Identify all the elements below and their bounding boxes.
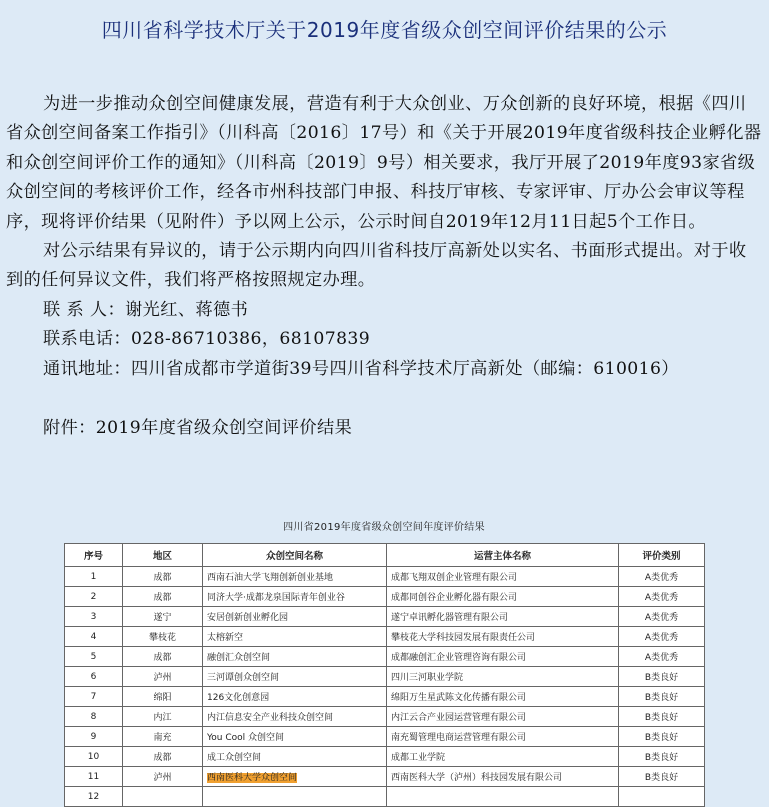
cell-operator: 攀枝花大学科技园发展有限责任公司 [387, 627, 619, 647]
table-row [65, 687, 705, 707]
header-region: 地区 [123, 544, 203, 567]
table-row [65, 607, 705, 627]
table-body [65, 567, 705, 807]
cell-grade: A类优秀 [619, 607, 705, 627]
cell-space [203, 767, 387, 787]
cell-grade: B类良好 [619, 707, 705, 727]
cell-space: You Cool 众创空间 [203, 727, 387, 747]
header-space: 众创空间名称 [203, 544, 387, 567]
results-table-section [64, 518, 704, 807]
cell-region: 成都 [123, 747, 203, 767]
cell-operator: 遂宁卓讯孵化器管理有限公司 [387, 607, 619, 627]
cell-region: 内江 [123, 707, 203, 727]
cell-operator: 内江云合产业园运营管理有限公司 [387, 707, 619, 727]
table-row [65, 587, 705, 607]
cell-no: 12 [65, 787, 123, 807]
table-row [65, 787, 705, 807]
cell-region: 成都 [123, 647, 203, 667]
cell-operator: 成都同创谷企业孵化器有限公司 [387, 587, 619, 607]
table-row [65, 727, 705, 747]
cell-operator: 西南医科大学（泸州）科技园发展有限公司 [387, 767, 619, 787]
cell-space: 太榕新空 [203, 627, 387, 647]
table-row [65, 567, 705, 587]
cell-no: 8 [65, 707, 123, 727]
cell-operator: 成都飞翔双创企业管理有限公司 [387, 567, 619, 587]
table-row [65, 767, 705, 787]
cell-operator [387, 787, 619, 807]
table-row [65, 647, 705, 667]
table-row [65, 707, 705, 727]
table-row [65, 667, 705, 687]
results-table [64, 543, 705, 807]
cell-region: 泸州 [123, 767, 203, 787]
cell-region: 成都 [123, 587, 203, 607]
cell-space: 三河谭创众创空间 [203, 667, 387, 687]
page-title: 四川省科学技术厅关于2019年度省级众创空间评价结果的公示 [101, 18, 668, 42]
cell-region: 成都 [123, 567, 203, 587]
header-no: 序号 [65, 544, 123, 567]
cell-no: 10 [65, 747, 123, 767]
cell-grade: A类优秀 [619, 647, 705, 667]
cell-no: 3 [65, 607, 123, 627]
cell-grade: B类良好 [619, 667, 705, 687]
cell-grade: B类良好 [619, 767, 705, 787]
table-row [65, 747, 705, 767]
cell-region: 绵阳 [123, 687, 203, 707]
cell-operator: 绵阳万生星武陈文化传播有限公司 [387, 687, 619, 707]
cell-region: 遂宁 [123, 607, 203, 627]
cell-space: 成工众创空间 [203, 747, 387, 767]
paragraph-2: 对公示结果有异议的，请于公示期内向四川省科技厅高新处以实名、书面形式提出。对于收到的任何异议文件，我们将严格按照规定办理。 [6, 241, 747, 291]
highlighted-text: 西南医科大学众创空间 [207, 773, 298, 783]
cell-space: 融创汇众创空间 [203, 647, 387, 667]
cell-space: 西南石油大学飞翔创新创业基地 [203, 567, 387, 587]
paragraph-1: 为进一步推动众创空间健康发展，营造有利于大众创业、万众创新的良好环境，根据《四川省众创空间备案工作指引》（川科高〔2016〕17号）和《关于开展2019年度省级科技企业孵化器和众创空间评价工作的通知》（川科高〔2019〕9号）相关要求，我厅开展了2019年度93家省级众创空间的考核评价工作，经各市州科技部门申报、科技厅审核、专家评审、厅办公会审议等程序，现将评价结果（见附件）予以网上公示，公示时间自2019年12月11日起5个工作日。 [6, 94, 762, 232]
cell-grade: A类优秀 [619, 627, 705, 647]
cell-operator: 南充蜀管理电商运营管理有限公司 [387, 727, 619, 747]
cell-no: 9 [65, 727, 123, 747]
cell-no: 7 [65, 687, 123, 707]
cell-grade: A类优秀 [619, 567, 705, 587]
cell-grade: B类良好 [619, 727, 705, 747]
cell-region [123, 787, 203, 807]
attachment-link[interactable]: 附件：2019年度省级众创空间评价结果 [43, 418, 353, 439]
cell-operator: 成都融创汇企业管理咨询有限公司 [387, 647, 619, 667]
cell-space: 同济大学·成都龙泉国际青年创业谷 [203, 587, 387, 607]
cell-region: 攀枝花 [123, 627, 203, 647]
cell-no: 5 [65, 647, 123, 667]
cell-no: 4 [65, 627, 123, 647]
cell-grade: B类良好 [619, 687, 705, 707]
table-header-row [65, 544, 705, 567]
cell-space: 126文化创意园 [203, 687, 387, 707]
cell-operator: 成都工业学院 [387, 747, 619, 767]
contact-person: 联 系 人：谢光红、蒋德书 [43, 299, 249, 320]
announcement-body [6, 90, 764, 443]
table-row [65, 627, 705, 647]
cell-space: 内江信息安全产业科技众创空间 [203, 707, 387, 727]
cell-no: 2 [65, 587, 123, 607]
cell-no: 1 [65, 567, 123, 587]
cell-operator: 四川三河职业学院 [387, 667, 619, 687]
contact-address: 通讯地址：四川省成都市学道街39号四川省科学技术厅高新处（邮编：610016） [43, 358, 679, 379]
cell-region: 南充 [123, 727, 203, 747]
cell-space [203, 787, 387, 807]
header-operator: 运营主体名称 [387, 544, 619, 567]
cell-space: 安居创新创业孵化园 [203, 607, 387, 627]
cell-grade: A类优秀 [619, 587, 705, 607]
cell-no: 6 [65, 667, 123, 687]
contact-phone: 联系电话：028-86710386，68107839 [43, 329, 371, 350]
cell-grade: B类良好 [619, 747, 705, 767]
header-grade: 评价类别 [619, 544, 705, 567]
cell-no: 11 [65, 767, 123, 787]
cell-grade [619, 787, 705, 807]
cell-region: 泸州 [123, 667, 203, 687]
table-caption: 四川省2019年度省级众创空间年度评价结果 [283, 522, 485, 533]
